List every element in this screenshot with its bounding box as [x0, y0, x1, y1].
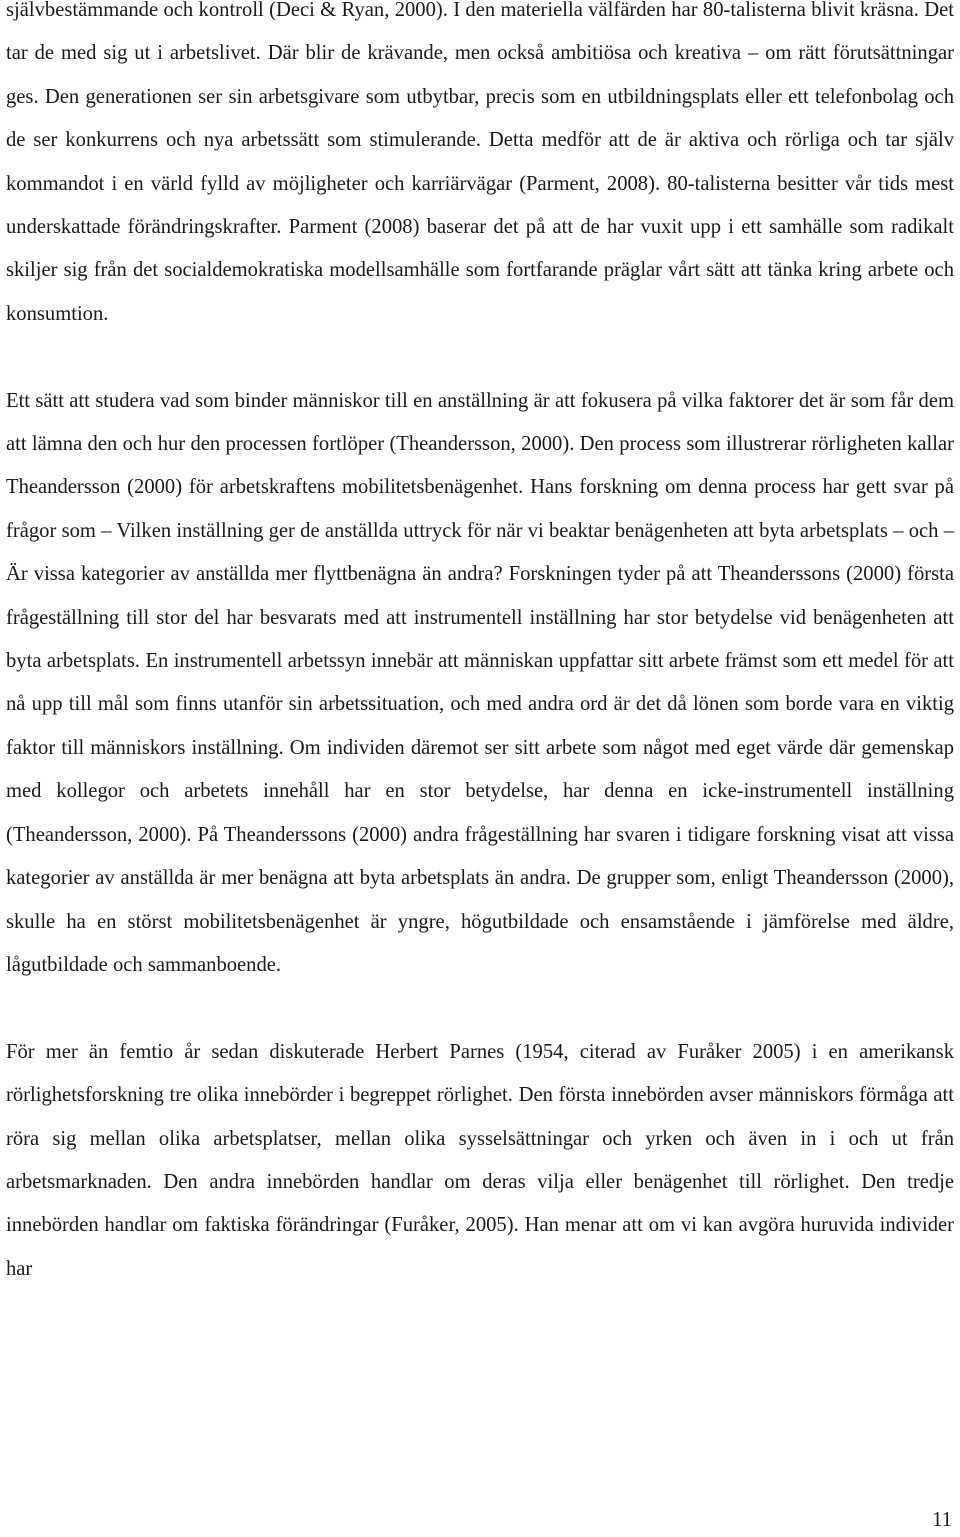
- page-number: 11: [932, 1509, 952, 1531]
- paragraph-mobility-propensity: Ett sätt att studera vad som binder människor till en anställning är att fokusera på vilka faktorer det är som får dem att lämna den och hur den processen fortlöper (Theandersson, 2000). Den process som illustrerar rörligheten kallar Theandersson (2000) för arbetskraftens mobilitetsbenägenhet. Hans forskning om denna process har gett svar på frågor som – Vilken inställning ger de anställda uttryck för när vi beaktar benägenheten att byta arbetsplats – och – Är vissa kategorier av anställda mer flyttbenägna än andra? Forskningen tyder på att Theanderssons (2000) första frågeställning till stor del har besvarats med att instrumentell inställning har stor betydelse vid benägenheten att byta arbetsplats. En instrumentell arbetssyn innebär att människan uppfattar sitt arbete främst som ett medel för att nå upp till mål som finns utanför sin arbetssituation, och med andra ord är det då lönen som borde vara en viktig faktor till människors inställning. Om individen däremot ser sitt arbete som något med eget värde där gemenskap med kollegor och arbetets innehåll har en stor betydelse, har denna en icke-instrumentell inställning (Theandersson, 2000). På Theanderssons (2000) andra frågeställning har svaren i tidigare forskning visat att vissa kategorier av anställda är mer benägna att byta arbetsplats än andra. De grupper som, enligt Theandersson (2000), skulle ha en störst mobilitetsbenägenhet är yngre, högutbildade och ensamstående i jämförelse med äldre, lågutbildade och sammanboende.: [6, 389, 954, 976]
- paragraph-parnes-mobility: För mer än femtio år sedan diskuterade Herbert Parnes (1954, citerad av Furåker 2005) i en amerikansk rörlighetsforskning tre olika innebörder i begreppet rörlighet. Den första innebörden avser människors förmåga att röra sig mellan olika arbetsplatser, mellan olika sysselsättningar och yrken och även in i och ut från arbetsmarknaden. Den andra innebörden handlar om deras vilja eller benägenhet till rörlighet. Den tredje innebörden handlar om faktiska förändringar (Furåker, 2005). Han menar att om vi kan avgöra huruvida individer har: [6, 1040, 954, 1280]
- document-page: [6, 0, 954, 1291]
- paragraph-generation-80s: självbestämmande och kontroll (Deci & Ryan, 2000). I den materiella välfärden har 80-talisterna blivit kräsna. Det tar de med sig ut i arbetslivet. Där blir de krävande, men också ambitiösa och kreativa – om rätt förutsättningar ges. Den generationen ser sin arbetsgivare som utbytbar, precis som en utbildningsplats eller ett telefonbolag och de ser konkurrens och nya arbetssätt som stimulerande. Detta medför att de är aktiva och rörliga och tar själv kommandot i en värld fylld av möjligheter och karriärvägar (Parment, 2008). 80-talisterna besitter vår tids mest underskattade förändringskrafter. Parment (2008) baserar det på att de har vuxit upp i ett samhälle som radikalt skiljer sig från det socialdemokratiska modellsamhälle som fortfarande präglar vårt sätt att tänka kring arbete och konsumtion.: [6, 0, 954, 325]
